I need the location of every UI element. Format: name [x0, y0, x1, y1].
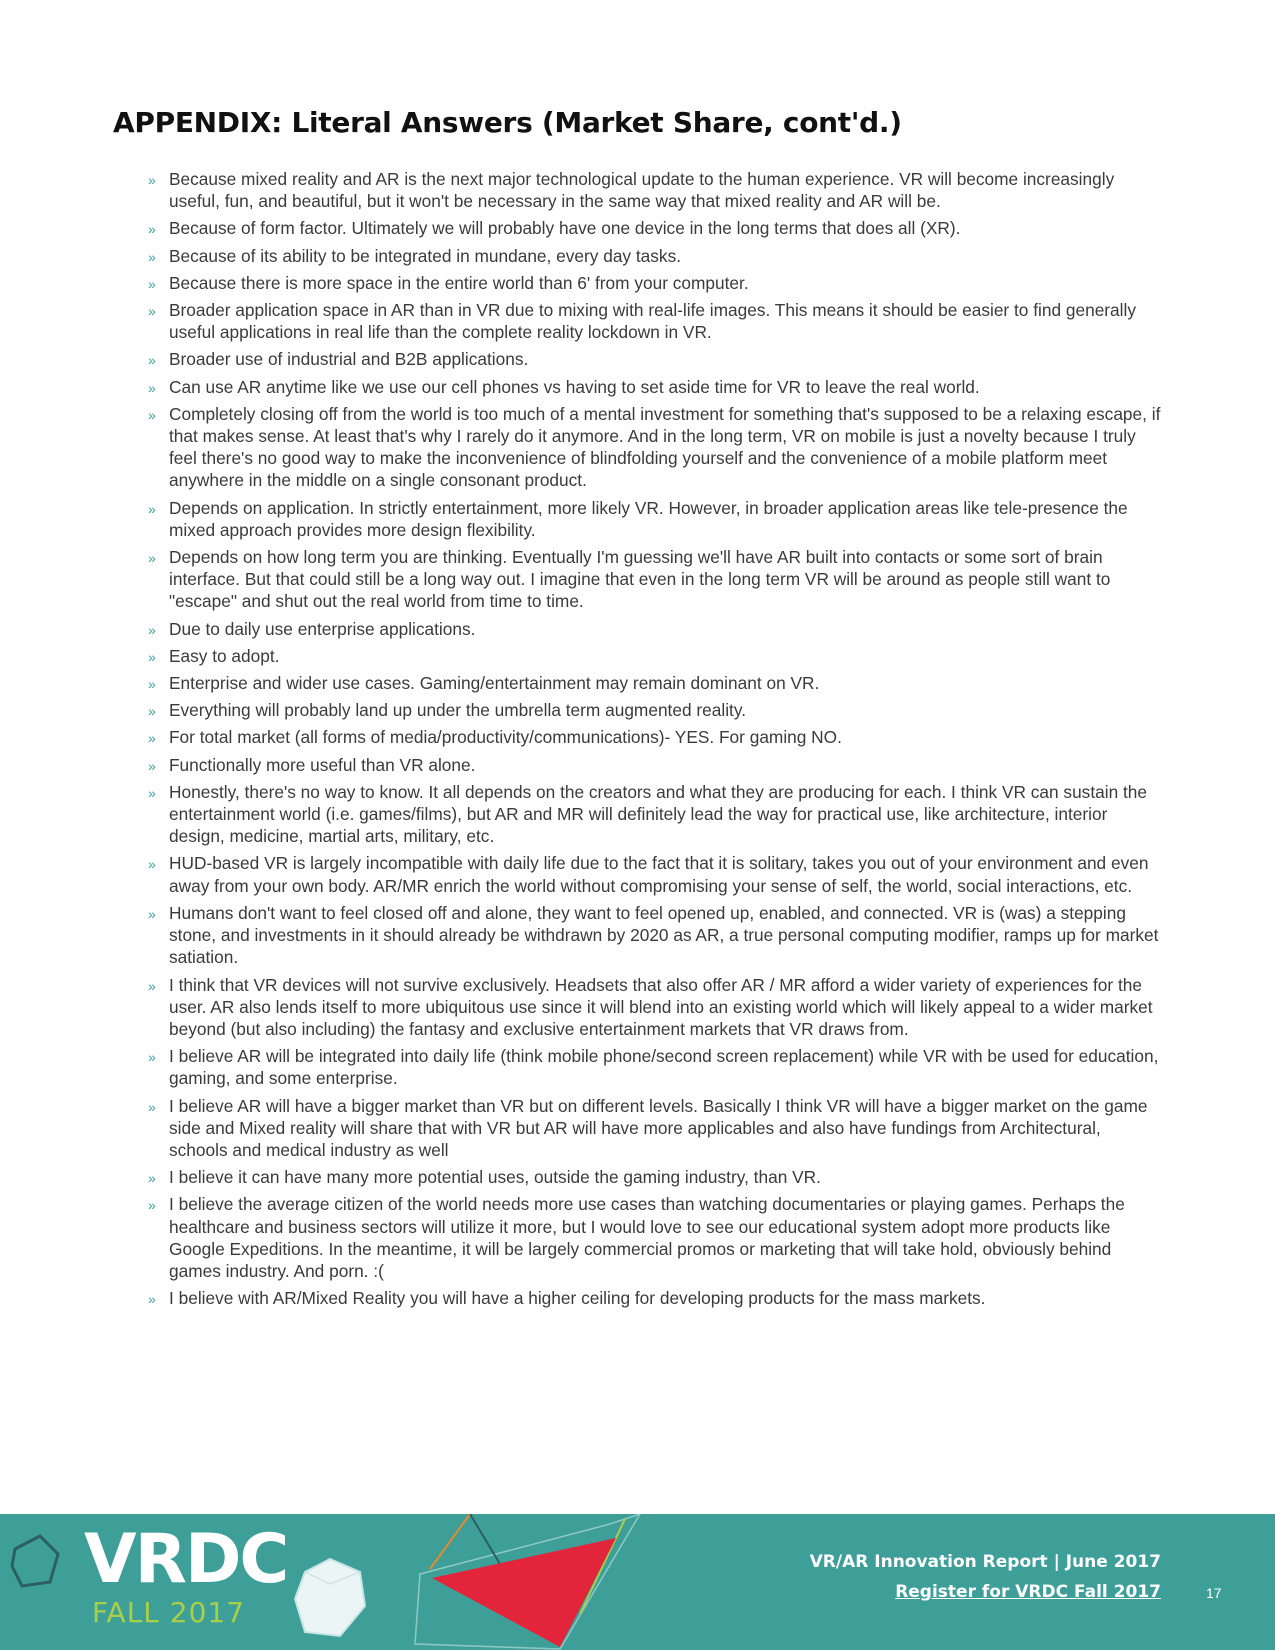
- list-item: [148, 1287, 1164, 1309]
- list-item: [148, 699, 1164, 721]
- list-item: [148, 754, 1164, 776]
- answer-text: Easy to adopt.: [169, 645, 280, 666]
- red-triangle-shape: [432, 1538, 616, 1647]
- answer-text: Depends on how long term you are thinking. Eventually I'm guessing we'll have AR built into contacts or some sort of brain interface. But that could still be a long way out. I imagine that even in the long term VR will be around as people still want to "escape" and shut out the real world from time to time.: [169, 547, 1111, 612]
- answer-text: Broader application space in AR than in VR due to mixing with real-life images. This means it should be easier to find generally useful applications in real life than the complete reality lockdown in VR.: [169, 300, 1136, 343]
- bullet-icon: »: [148, 1291, 156, 1308]
- answer-text: Due to daily use enterprise applications.: [169, 618, 476, 639]
- answer-text: I believe the average citizen of the world needs more use cases than watching documentaries or playing games. Perhaps the healthcare and business sectors will utilize it more, but I would love to see our educational system adopt more products like Google Expeditions. In the meantime, it will be largely commercial promos or marketing that will take hold, obviously behind games industry. And porn. :(: [169, 1194, 1125, 1281]
- answer-text: HUD-based VR is largely incompatible with daily life due to the fact that it is solitary, takes you out of your environment and even away from your own body. AR/MR enrich the world without compromising your sense of self, the world, social interactions, etc.: [169, 853, 1149, 896]
- list-item: [148, 245, 1164, 267]
- bullet-icon: »: [148, 1197, 156, 1214]
- vrdc-logo-subtitle: FALL 2017: [92, 1596, 246, 1629]
- answer-text: Because of its ability to be integrated in mundane, every day tasks.: [169, 245, 682, 266]
- list-item: [148, 299, 1164, 343]
- answer-text: Completely closing off from the world is too much of a mental investment for something that's supposed to be a relaxing escape, if that makes sense. At least that's why I rarely do it anymore. And in the long term, VR on mobile is just a novelty because I truly feel there's no good way to make the inconvenience of blindfolding yourself and the convenience of a mobile platform meet anywhere in the middle on a single consonant product.: [169, 403, 1161, 491]
- bullet-icon: »: [148, 757, 156, 774]
- list-item: [148, 272, 1164, 294]
- list-item: [148, 1095, 1164, 1162]
- register-link[interactable]: Register for VRDC Fall 2017: [895, 1582, 1161, 1602]
- bullet-icon: »: [148, 248, 156, 265]
- answer-text: Honestly, there's no way to know. It all depends on the creators and what they are producing for each. I think VR can sustain the entertainment world (i.e. games/films), but AR and MR will definitely lead the way for practical use, like architecture, interior design, medicine, martial arts, military, etc.: [169, 781, 1148, 847]
- bullet-icon: »: [148, 1170, 156, 1187]
- bullet-icon: »: [148, 550, 156, 567]
- answer-text: Because there is more space in the entire world than 6' from your computer.: [169, 272, 749, 293]
- answer-text: For total market (all forms of media/productivity/communications)- YES. For gaming NO.: [169, 727, 842, 748]
- answer-text: Functionally more useful than VR alone.: [169, 754, 476, 775]
- bullet-icon: »: [148, 1098, 156, 1115]
- list-item: [148, 645, 1164, 667]
- bullet-icon: »: [148, 784, 156, 801]
- list-item: [148, 1193, 1164, 1282]
- list-item: [148, 902, 1164, 969]
- bullet-icon: »: [148, 379, 156, 396]
- list-item: [148, 781, 1164, 848]
- page-title: APPENDIX: Literal Answers (Market Share, cont'd.): [113, 106, 902, 139]
- answer-text: Broader use of industrial and B2B applications.: [169, 349, 529, 370]
- answer-text: I believe with AR/Mixed Reality you will have a higher ceiling for developing products for the mass markets.: [169, 1288, 986, 1309]
- answer-text: I believe it can have many more potential uses, outside the gaming industry, than VR.: [169, 1167, 821, 1188]
- bullet-icon: »: [148, 1049, 156, 1066]
- bullet-icon: »: [148, 275, 156, 292]
- bullet-icon: »: [148, 303, 156, 320]
- footer-banner: [0, 1514, 1275, 1650]
- bullet-icon: »: [148, 172, 156, 188]
- dodecahedron-icon: [295, 1559, 365, 1636]
- answer-text: Enterprise and wider use cases. Gaming/entertainment may remain dominant on VR.: [169, 673, 820, 694]
- report-title: VR/AR Innovation Report | June 2017: [809, 1552, 1161, 1572]
- list-item: [148, 403, 1164, 492]
- bullet-icon: »: [148, 352, 156, 369]
- pyramid-edge-orange: [430, 1514, 470, 1569]
- bullet-icon: »: [148, 648, 156, 665]
- answer-text: Depends on application. In strictly entertainment, more likely VR. However, in broader application areas like tele-presence the mixed approach provides more design flexibility.: [169, 497, 1128, 540]
- list-item: [148, 974, 1164, 1041]
- list-item: [148, 497, 1164, 541]
- bullet-icon: »: [148, 221, 156, 238]
- bullet-icon: »: [148, 621, 156, 638]
- bullet-icon: »: [148, 856, 156, 873]
- bullet-icon: »: [148, 703, 156, 720]
- answers-list: [148, 168, 1164, 1314]
- list-item: [148, 1045, 1164, 1089]
- bullet-icon: »: [148, 676, 156, 693]
- answer-text: I believe AR will be integrated into daily life (think mobile phone/second screen replacement) while VR with be used for education, gaming, and some enterprise.: [169, 1046, 1159, 1089]
- bullet-icon: »: [148, 730, 156, 747]
- answer-text: Because mixed reality and AR is the next major technological update to the human experience. VR will become increasingly useful, fun, and beautiful, but it won't be necessary in the same way that mixed reality and AR will be.: [169, 169, 1115, 212]
- list-item: [148, 168, 1164, 212]
- bullet-icon: »: [148, 500, 156, 517]
- list-item: [148, 546, 1164, 613]
- list-item: [148, 672, 1164, 694]
- answer-text: I believe AR will have a bigger market than VR but on different levels. Basically I think VR will have a bigger market on the game side and Mixed reality will share that with VR but AR will have more applicables and also have fundings from Architectural, schools and medical industry as well: [169, 1095, 1148, 1160]
- answer-text: Everything will probably land up under the umbrella term augmented reality.: [169, 700, 746, 721]
- list-item: [148, 348, 1164, 370]
- bullet-icon: »: [148, 905, 156, 922]
- answer-text: Can use AR anytime like we use our cell phones vs having to set aside time for VR to leave the real world.: [169, 376, 980, 397]
- vrdc-logo: VRDC: [84, 1520, 288, 1599]
- cube-wireframe-icon: [12, 1536, 58, 1586]
- list-item: [148, 1166, 1164, 1188]
- list-item: [148, 852, 1164, 896]
- page-number: 17: [1206, 1585, 1222, 1601]
- list-item: [148, 726, 1164, 748]
- list-item: [148, 618, 1164, 640]
- answer-text: I think that VR devices will not survive exclusively. Headsets that also offer AR / MR afford a wider variety of experiences for the user. AR also lends itself to more ubiquitous use since it will blend into an existing world which will likely appeal to a wider market beyond (but also including) the fantasy and exclusive entertainment markets that VR draws from.: [169, 974, 1153, 1039]
- answer-text: Because of form factor. Ultimately we will probably have one device in the long terms that does all (XR).: [169, 218, 961, 239]
- answer-text: Humans don't want to feel closed off and alone, they want to feel opened up, enabled, and connected. VR is (was) a stepping stone, and investments in it should already be withdrawn by 2020 as AR, a true personal computing modifier, ramps up for market satiation.: [169, 902, 1159, 968]
- list-item: [148, 217, 1164, 239]
- list-item: [148, 376, 1164, 398]
- bullet-icon: »: [148, 406, 156, 423]
- bullet-icon: »: [148, 977, 156, 994]
